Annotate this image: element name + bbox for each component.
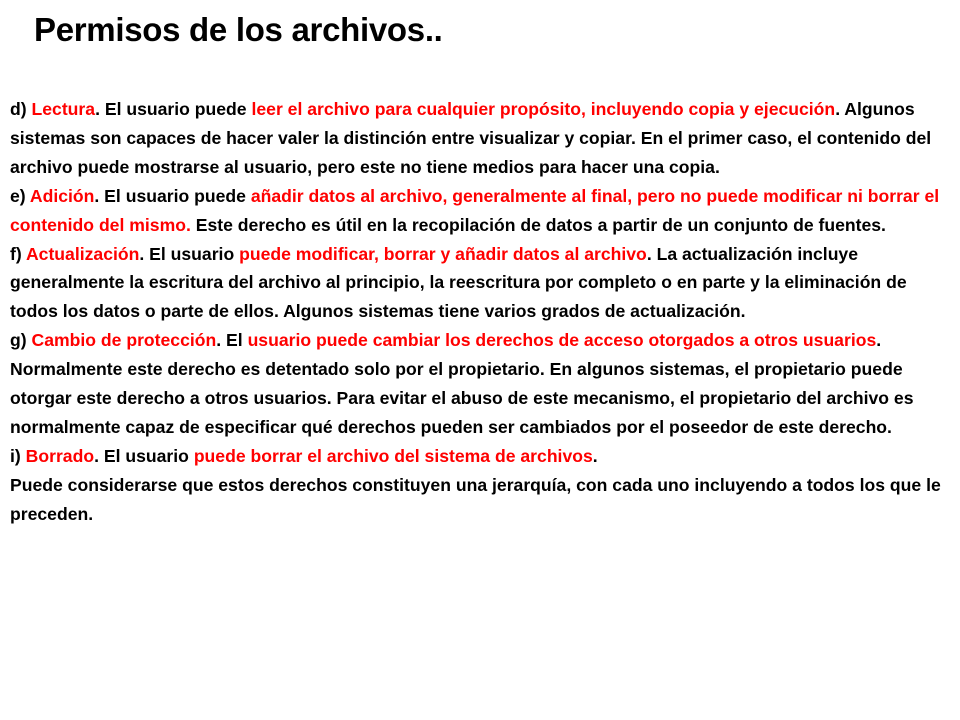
paragraph-e — [10, 182, 950, 240]
paragraph-f — [10, 240, 950, 327]
body-text-span: . El usuario puede — [95, 99, 252, 119]
body-text-span: . La actualización incluye generalmente la escritura del archivo al principio, la reescritura por completo o en parte y la eliminación de todos los datos o parte de ellos. Algunos sistemas tiene varios grados de actualización. — [10, 243, 907, 322]
highlighted-text: Lectura — [31, 99, 96, 119]
body-text-span: . El — [216, 330, 248, 351]
body-text-span: . El usuario — [94, 445, 194, 466]
body-text-span: i) — [10, 445, 26, 466]
highlighted-text: añadir datos al archivo, generalmente al final, pero no puede modificar ni borrar el contenido del mismo. — [10, 185, 940, 235]
body-text-span: . — [592, 445, 598, 466]
body-text-span: . Normalmente este derecho es detentado solo por el propietario. En algunos sistemas, el propietario puede otorgar este derecho a otros usuarios. Para evitar el abuso de este mecanismo, el propietario del archivo es normalmente capaz de especificar qué derechos pueden ser cambiados por el poseedor de este derecho. — [10, 330, 914, 437]
highlighted-text: usuario puede cambiar los derechos de acceso otorgados a otros usuarios — [247, 330, 877, 351]
body-text-span: . El usuario puede — [94, 185, 251, 206]
body-text-span: Puede considerarse que estos derechos constituyen una jerarquía, con cada uno incluyendo a todos los que le preceden. — [10, 474, 941, 524]
slide-title: Permisos de los archivos.. — [34, 11, 443, 48]
highlighted-text: Cambio de protección — [31, 330, 217, 351]
highlighted-text: Adición — [29, 185, 95, 206]
body-text-span: Este derecho es útil en la recopilación de datos a partir de un conjunto de fuentes. — [190, 214, 886, 235]
body-text-span: f) — [10, 243, 26, 264]
body-text-span: g) — [10, 330, 32, 351]
body-text-span: . Algunos sistemas son capaces de hacer valer la distinción entre visualizar y copiar. En el primer caso, el contenido del archivo puede mostrarse al usuario, pero este no tiene medios para hacer una copia. — [10, 99, 932, 177]
paragraph-i — [10, 442, 950, 471]
body-text-span: e) — [10, 185, 30, 206]
paragraph-conclusion — [10, 471, 950, 529]
highlighted-text: puede borrar el archivo del sistema de archivos — [193, 445, 593, 466]
body-text-span: d) — [10, 99, 32, 119]
paragraph-d — [10, 95, 950, 182]
highlighted-text: Actualización — [25, 243, 140, 264]
highlighted-text: leer el archivo para cualquier propósito, incluyendo copia y ejecución — [251, 99, 836, 119]
slide-body — [10, 95, 950, 529]
highlighted-text: puede modificar, borrar y añadir datos al archivo — [239, 243, 647, 264]
body-text-span: . El usuario — [139, 243, 240, 264]
paragraph-g — [10, 326, 950, 442]
highlighted-text: Borrado — [25, 445, 95, 466]
